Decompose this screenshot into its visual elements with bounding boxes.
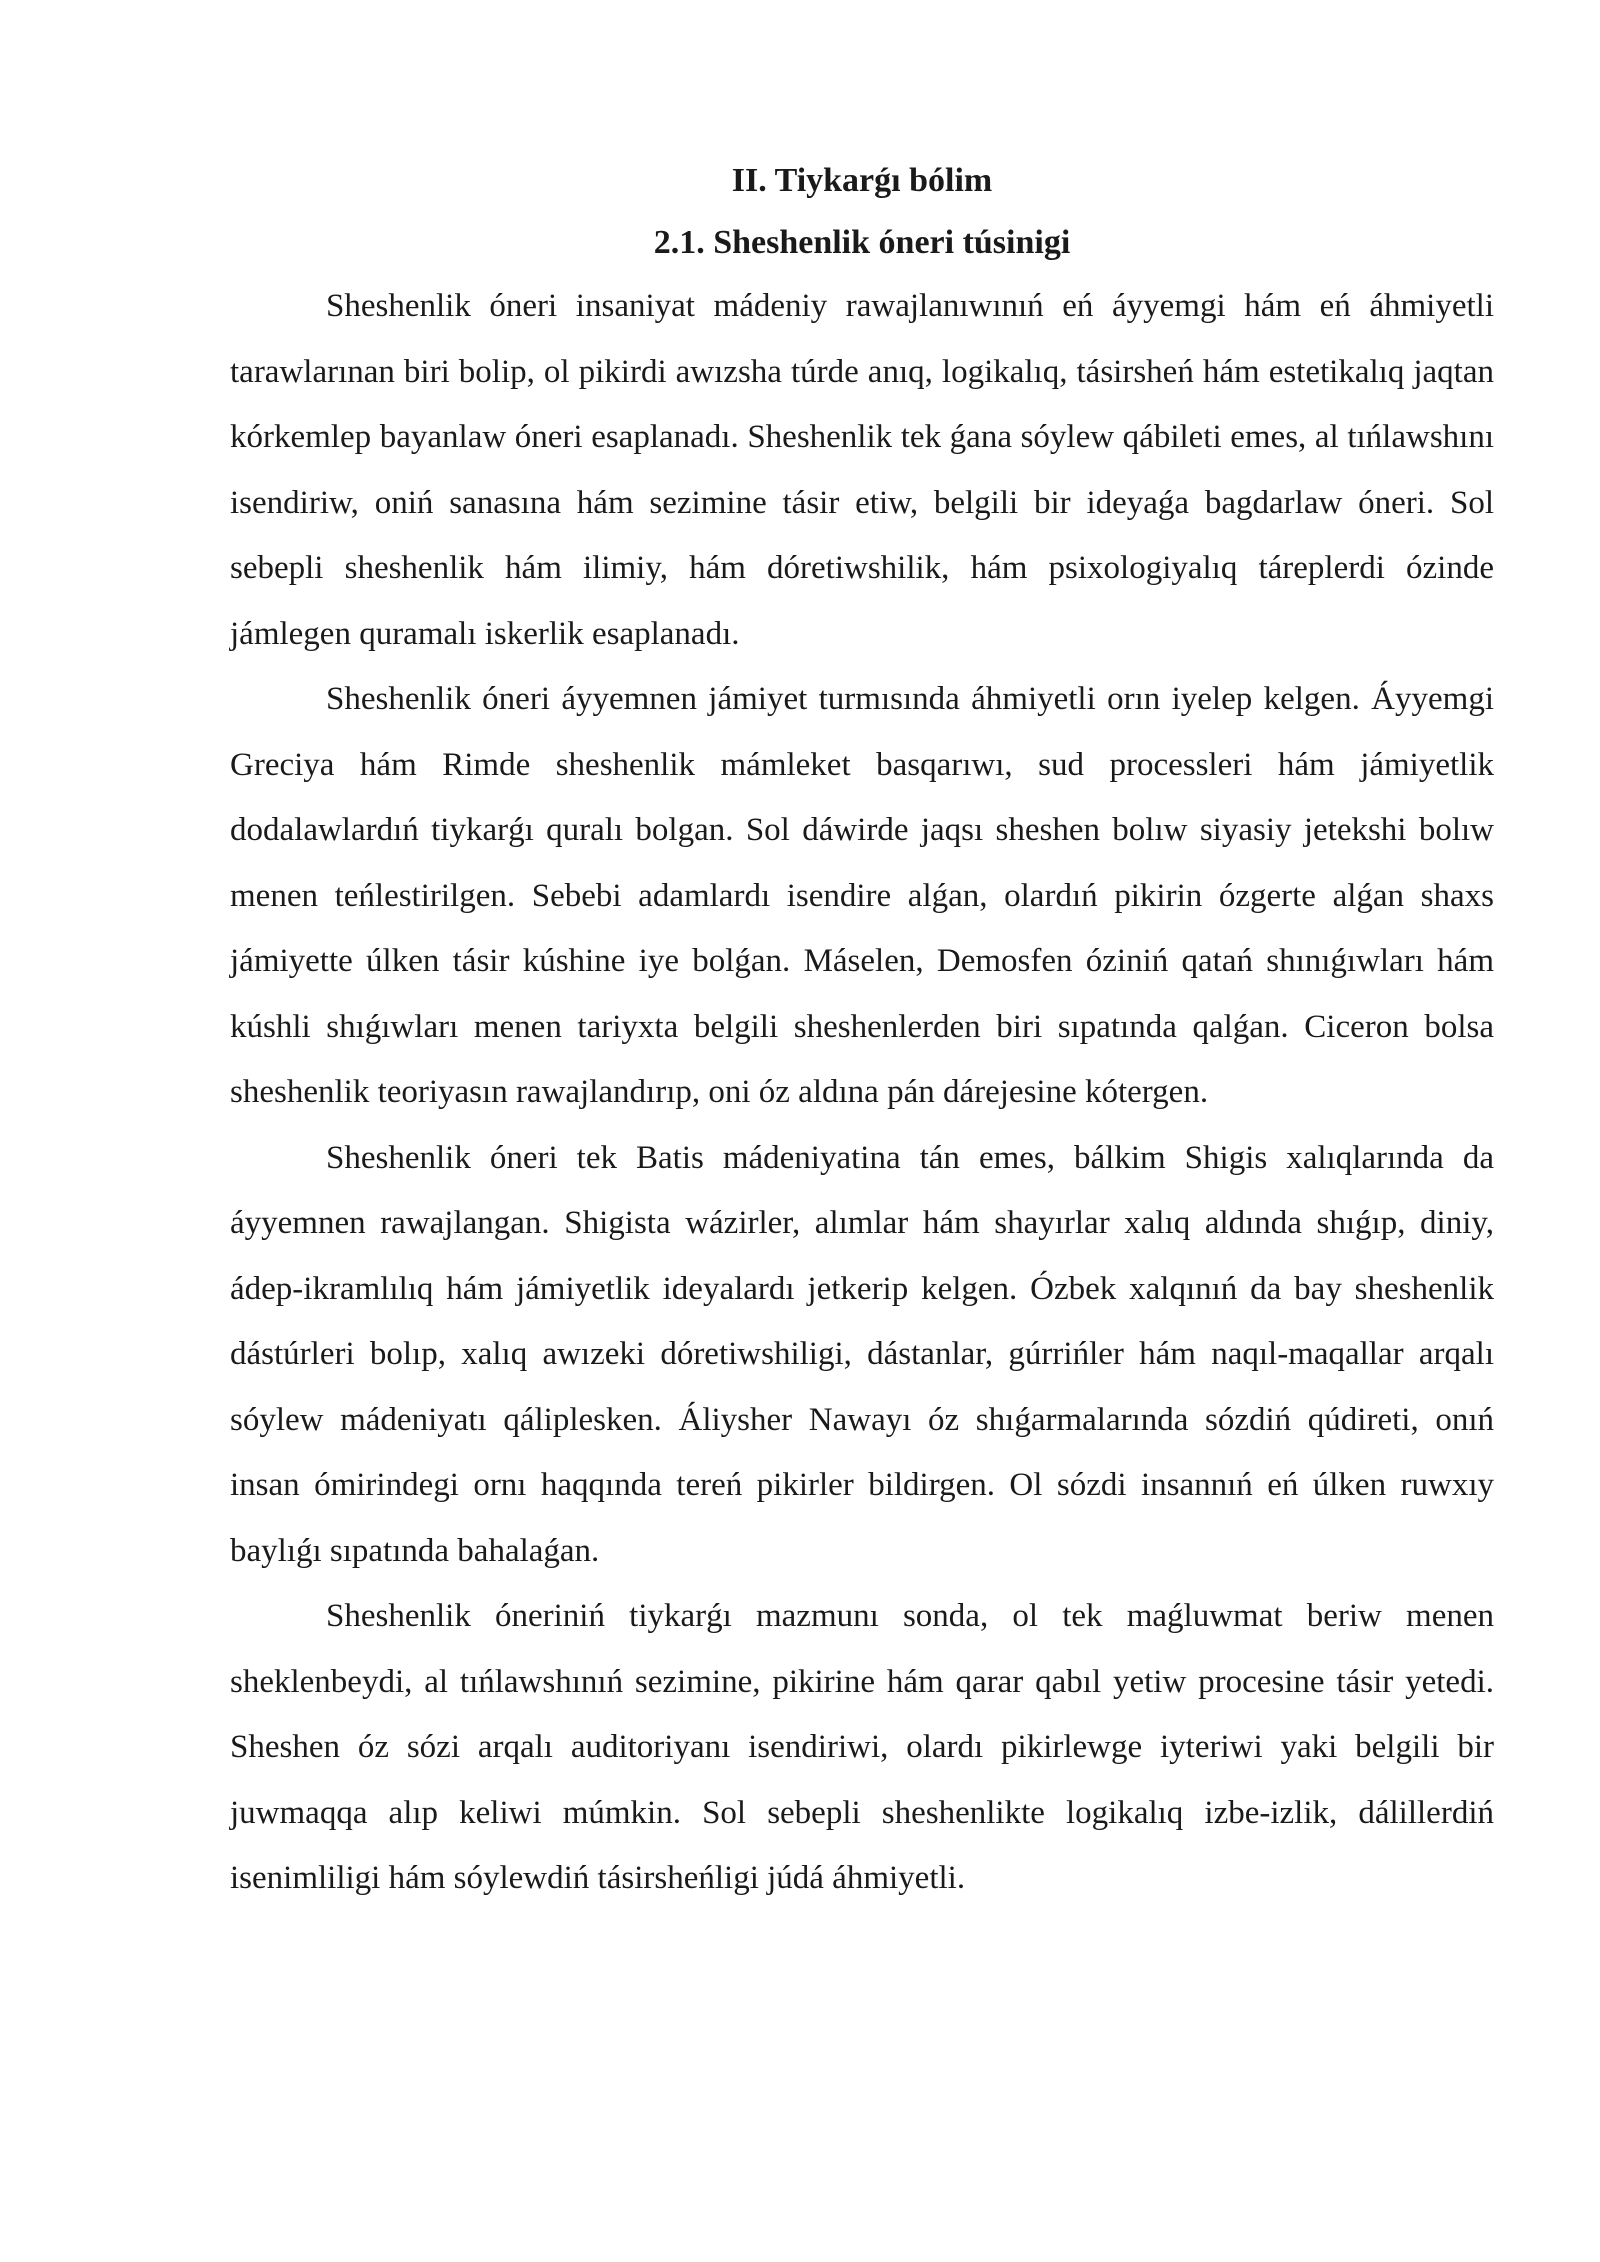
- paragraph-2: Sheshenlik óneri áyyemnen jámiyet turmısında áhmiyetli orın iyelep kelgen. Áyyemgi Greciya hám Rimde sheshenlik mámleket basqarıwı, sud processleri hám jámiyetlik dodalawlardıń tiykarǵı quralı bolgan. Sol dáwirde jaqsı sheshen bolıw siyasiy jetekshi bolıw menen teńlestirilgen. Sebebi adamlardı isendire alǵan, olardıń pikirin ózgerte alǵan shaxs jámiyette úlken tásir kúshine iye bolǵan. Máselen, Demosfen óziniń qatań shınıǵıwları hám kúshli shıǵıwları menen tariyxta belgili sheshenlerden biri sıpatında qalǵan. Ciceron bolsa sheshenlik teoriyasın rawajlandırıp, oni óz aldına pán dárejesine kótergen.: [230, 681, 1494, 1110]
- subsection-title: 2.1. Sheshenlik óneri túsinigi: [653, 224, 1071, 261]
- section-title: II. Tiykarǵı bólim: [731, 162, 993, 199]
- paragraph-4: Sheshenlik óneriniń tiykarǵı mazmunı sonda, ol tek maǵluwmat beriw menen sheklenbeydi, al tıńlawshınıń sezimine, pikirine hám qarar qabıl yetiw procesine tásir yetedi. Sheshen óz sózi arqalı auditoriyanı isendiriwi, olardı pikirlewge iyteriwi yaki belgili bir juwmaqqa alıp keliwi múmkin. Sol sebepli sheshenlikte logikalıq izbe-izlik, dálillerdiń isenimliligi hám sóylewdiń tásirsheńligi júdá áhmiyetli.: [230, 1598, 1494, 1896]
- document-page: [230, 150, 1494, 1912]
- paragraph-1: Sheshenlik óneri insaniyat mádeniy rawajlanıwınıń eń áyyemgi hám eń áhmiyetli tarawlarınan biri bolip, ol pikirdi awızsha túrde anıq, logikalıq, tásirsheń hám estetikalıq jaqtan kórkemlep bayanlaw óneri esaplanadı. Sheshenlik tek ǵana sóylew qábileti emes, al tıńlawshını isendiriw, oniń sanasına hám sezimine tásir etiw, belgili bir ideyaǵa bagdarlaw óneri. Sol sebepli sheshenlik hám ilimiy, hám dóretiwshilik, hám psixologiyalıq táreplerdi ózinde jámlegen quramalı iskerlik esaplanadı.: [230, 288, 1494, 652]
- paragraph-3: Sheshenlik óneri tek Batis mádeniyatina tán emes, bálkim Shigis xalıqlarında da áyyemnen rawajlangan. Shigista wázirler, alımlar hám shayırlar xalıq aldında shıǵıp, diniy, ádep-ikramlılıq hám jámiyetlik ideyalardı jetkerip kelgen. Ózbek xalqınıń da bay sheshenlik dástúrleri bolıp, xalıq awızeki dóretiwshiligi, dástanlar, gúrrińler hám naqıl-maqallar arqalı sóylew mádeniyatı qáliplesken. Áliysher Nawayı óz shıǵarmalarında sózdiń qúdireti, onıń insan ómirindegi ornı haqqında tereń pikirler bildirgen. Ol sózdi insannıń eń úlken ruwxıy baylıǵı sıpatında bahalaǵan.: [230, 1139, 1494, 1569]
